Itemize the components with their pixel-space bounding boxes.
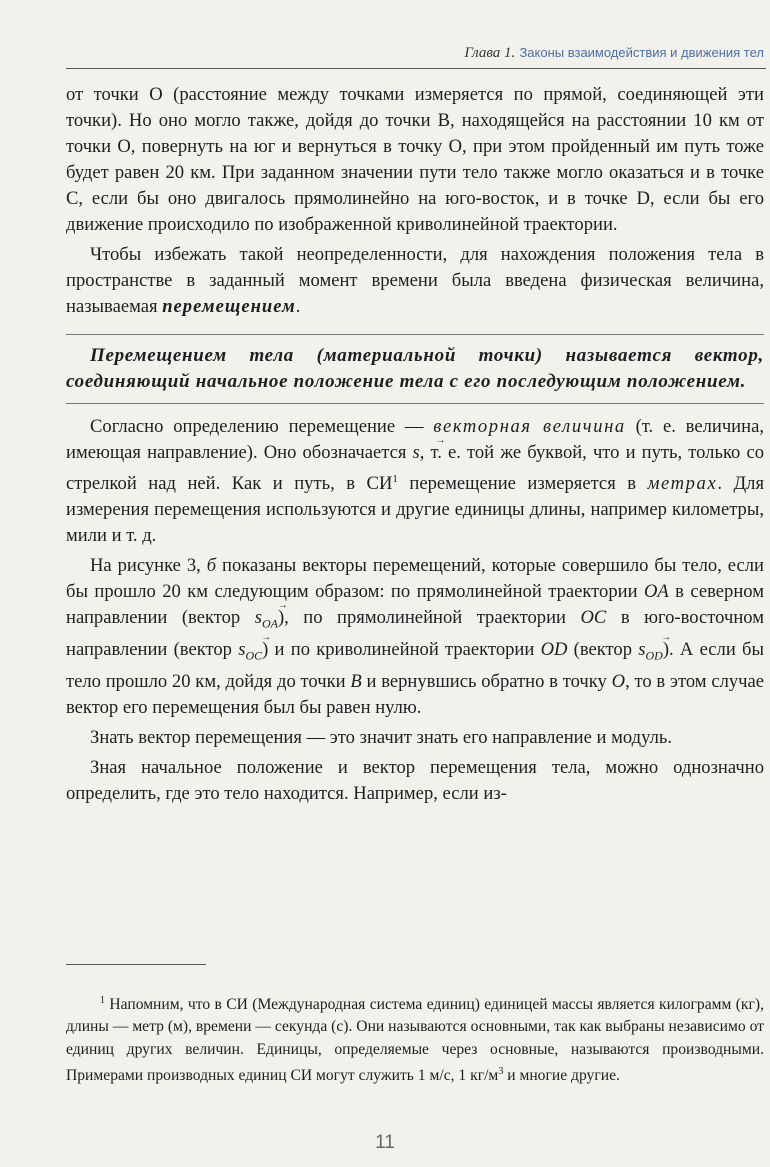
- footnote-mark: 1: [100, 994, 105, 1006]
- chapter-label: Глава 1.: [464, 45, 516, 61]
- definition-top-rule: [66, 334, 764, 335]
- paragraph-1: от точки O (расстояние между точками измеряется по прямой, соединяющей эти точки). Но оно могло также, дойдя до точки B, находящейся на расстоянии 10 км от точки O, повернуть на юг и вернуться в точку O, при этом пройденный им путь тоже будет равен 20 км. При заданном значении пути тело также могло оказаться и в точке C, если бы оно двигалось прямолинейно на юго-восток, и в точке D, если бы его движение происходило по изображенной криволинейной траектории.: [66, 84, 764, 235]
- definition-box: Перемещением тела (материальной точки) называется вектор, соединяющий начальное положение тела с его последующим положением.: [66, 345, 764, 392]
- footnote-ref: 1: [392, 473, 398, 485]
- definition-bottom-rule: [66, 403, 764, 404]
- footnote: $^1$ Напомним, что в СИ (Международная система единиц) единицей массы является килограмм (кг), длины — метр (м), времени — секунда (с). Они называются основными, так как выбраны независимо от единиц других величин. Единицы, определяемые через основные, называются производными. Примерами производных единиц СИ могут служить 1 м/с, 1 $кг/м^3$ и многие другие.: [66, 994, 764, 1085]
- page-number: 11: [375, 1132, 395, 1153]
- running-header: [70, 44, 764, 62]
- term-vector-quantity: векторная величина: [433, 416, 626, 437]
- term-meters: метрах: [647, 473, 718, 495]
- term-displacement: перемещением: [162, 296, 296, 317]
- header-divider: [66, 68, 766, 69]
- vector-s-symbol: → s: [413, 442, 420, 463]
- paragraph-5: Знать вектор перемещения — это значит знать его направление и модуль.: [90, 726, 672, 748]
- chapter-topic: Законы взаимодействия и движения тел: [519, 45, 764, 60]
- paragraph-6: Зная начальное положение и вектор перемещения тела, можно однозначно определить, где это тело находится. Например, если из-: [66, 756, 764, 804]
- footnote-divider: [66, 964, 206, 965]
- main-text: [66, 82, 764, 807]
- paragraph-3: Согласно определению перемещение — векторная величина (т. е. величина, имеющая направление). Оно обозначается → s, т. е. той же буквой, что и путь, только со стрелкой над ней. Как и путь, в $СИ^1$ перемещение измеряется в метрах. Для измерения перемещения используются и другие единицы длины, например километры, мили и т. д.: [66, 414, 764, 549]
- paragraph-4: На рисунке 3, б показаны векторы перемещений, которые совершило бы тело, если бы прошло 20 км следующим образом: по прямолинейной траектории OA в северном направлении (вектор → $s_{OA}$), по прямолинейной траектории OC в юго-восточном направлении (вектор → $s_{OC}$) и по криволинейной траектории OD (вектор → $s_{OD}$). А если бы тело прошло 20 км, дойдя до точки B и вернувшись обратно в точку O, то в этом случае вектор его перемещения был бы равен нулю.: [66, 553, 764, 720]
- paragraph-2: Чтобы избежать такой неопределенности, для нахождения положения тела в пространстве в заданный момент времени была введена физическая величина, называемая перемещением.: [66, 244, 764, 317]
